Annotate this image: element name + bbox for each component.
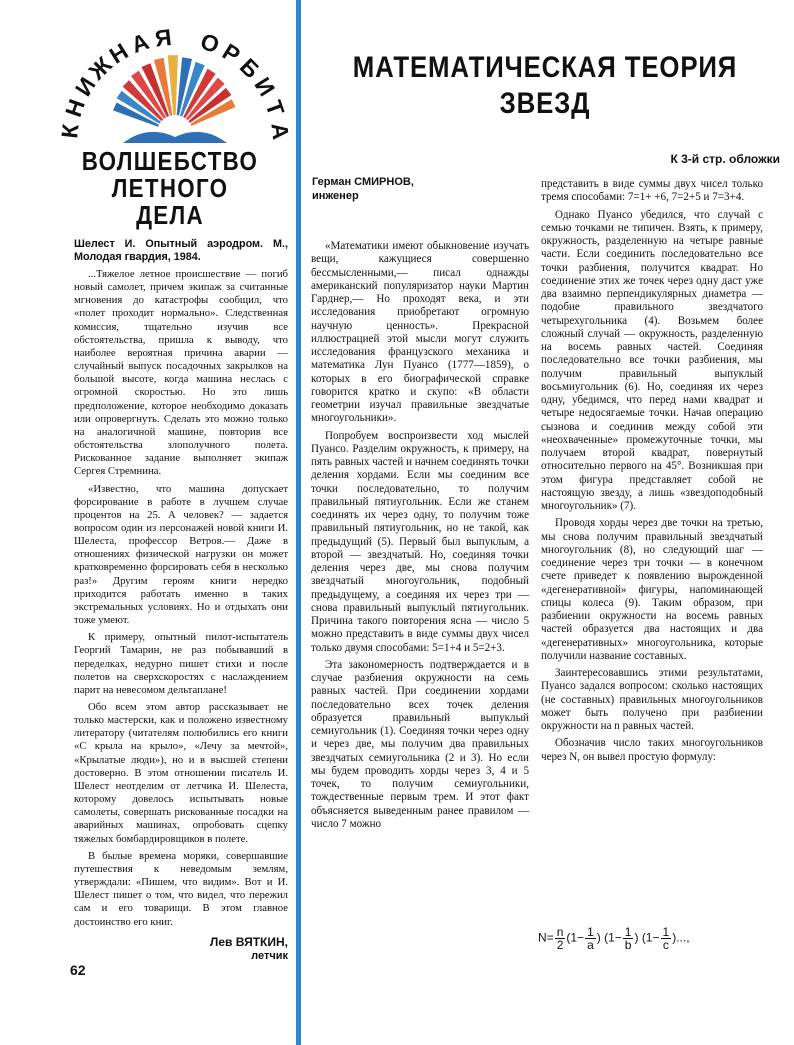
paragraph: представить в виде суммы двух чисел только тремя способами: 7=1+ +6, 7=2+5 и 7=3+4.	[541, 178, 763, 204]
rubric-logo-graphic	[55, 15, 295, 145]
paragraph: Обо всем этом автор рассказывает не только мастерски, как и положено известному литератору (читателям полюбились его книги «С крыла на крыло», «Лечу за мечтой», «Крылатые люди»), но и в высшей степени достоверно. В этом отношении писатель И. Шелест неотделим от летчика И. Шелеста, которому довелось испытывать новые самолеты, совершать рискованные посадки на аварийных машинах, опробовать сцепку тяжелых бомбардировщиков в полете.	[74, 701, 288, 845]
book-bibliography: Шелест И. Опытный аэродром. М., Молодая гвардия, 1984.	[74, 238, 288, 263]
right-article-column-2	[541, 178, 763, 768]
rubric-letter: Я	[153, 23, 173, 52]
paragraph: Попробуем воспроизвести ход мыслей Пуансо. Разделим окружность, к примеру, на пять равных частей и начнем соединять точки деления хордами. Если мы соединим все точки последовательно, то получим правильный пятиугольник. Если же станем соединять их через одну, то получим тоже правильный пятиугольник, но не такой, как предыдущий (5). Первый был выпуклым, а второй — звездчатый. Но, соединяя точки деления через две, мы снова получим звездчатый многоугольник, подобный предыдущему, а соединяя их через три — снова правильный выпуклый пятиугольник. Причина такого повторения ясна — число 5 можно представить в виде суммы двух чисел только двумя способами: 5=1+4 и 5=2+3.	[311, 429, 529, 654]
paragraph: «Известно, что машина допускает форсирование в работе в лучшем случае процентов на 25. А человек? — задается вопросом один из персонажей новой книги И. Шелеста, профессор Ветров.— Даже в отношениях физической нагрузки он может кратковременно форсировать себя в несколько раз!» Другим героям книги нередко приходится работать именно в таких экстремальных условиях. Но и отдыхать они тоже умеют.	[74, 482, 288, 627]
left-article-body	[74, 268, 288, 933]
formula-fraction-1-c: $\frac{1}{c}$	[662, 925, 670, 952]
rubric-letter: О	[197, 27, 223, 59]
paragraph: Эта закономерность подтверждается и в случае разбиения окружности на семь равных частей. При соединении хордами последовательно всех точек деления образуется правильный выпуклый семиугольник (1). Соединяя точки через одну и через две, мы получим два правильных звездчатых семиугольника (2 и 3). Но если мы будем проводить хорды через 3, 4 и 5 точек, то получим семиугольники, тождественные первым трем. И этот факт объясняется выведенным ранее правилом — число 7 можно	[311, 658, 529, 830]
paragraph: ...Тяжелое летное происшествие — погиб новый самолет, причем экипаж за считанные мгновения до катастрофы сообщил, что «полет проходит нормально». Следственная комиссия, тщательно изучив все обстоятельства, пришла к выводу, что наиболее вероятная причина аварии — случайный выпуск посадочных закрылков на большой высоте, когда машина неслась с огромной скоростью. Но это лишь предположение, которое необходимо доказать или опровергнуть. Сделать это можно только на аналогичной машине, повторив все обстоятельства злополучного полета. Рискованное задание выполняет экипаж Сергея Стремнина.	[74, 268, 288, 478]
formula-lhs: N=	[538, 930, 554, 945]
rubric-logo	[55, 15, 295, 145]
signature-name: Лев ВЯТКИН,	[209, 935, 288, 949]
left-title-line: ДЕЛА	[136, 200, 204, 230]
rubric-letter: А	[127, 27, 153, 59]
rubric-letter: И	[249, 72, 281, 101]
formula-fraction-n-2: $\frac{n}{2}$	[556, 925, 564, 952]
column-divider-stripe	[296, 0, 301, 1045]
book-rays	[113, 55, 236, 127]
rubric-letter: К	[56, 122, 84, 140]
paragraph: Заинтересовавшись этими результатами, Пуансо задался вопросом: сколько настоящих (не составных) правильных многоугольников может быть получено при разбиении окружности на n равных частей.	[541, 667, 763, 732]
rubric-letter: Н	[104, 37, 133, 69]
right-title-line: ЗВЕЗД	[499, 87, 591, 120]
paragraph: «Математики имеют обыкновение изучать вещи, кажущиеся совершенно бессмысленными,— писал однажды американский популяризатор науки Мартин Гарднер,— Но проходят века, и эти исследования приобретают огромную научную ценность». Прекрасной иллюстрацией этой мысли могут служить исследования французского механика и математика Лун Пуансо (1777—1859), о которых в его биографической справке говорится кратко и скупо: «В области геометрии изучал правильные звездчатые многоугольники».	[311, 240, 529, 425]
page-number: 62	[70, 962, 86, 978]
paragraph: Проводя хорды через две точки на третью, мы снова получим правильный звездчатый многоугольник (8), но следующий шаг — соединение через три точки — в конечном счете приведет к появлению вырожденной «дегенеративной» фигуры, напоминающей спицы колеса (9). Таким образом, при разбиении окружности на восемь равных частей образуется два настоящих и два «дегенеративных» многоугольника, которые получили название составных.	[541, 517, 763, 662]
formula-fraction-1-a: $\frac{1}{a}$	[587, 925, 594, 952]
left-title-line: ВОЛШЕБСТВО	[81, 146, 259, 176]
rubric-letter: И	[69, 72, 101, 101]
signature-role: летчик	[251, 950, 288, 962]
rubric-letter: Т	[260, 97, 290, 119]
rubric-letter: Б	[234, 53, 265, 84]
author-role: инженер	[312, 190, 359, 202]
poinsot-formula: N= $\frac{n}{2}$ (1− $\frac{1}{a}$ ) (1− $\frac{1}{b}$ ) (1− $\frac{1}{c}$ )...,	[538, 925, 690, 952]
rubric-letter: А	[266, 121, 295, 141]
rubric-letter: Н	[59, 95, 91, 121]
rubric-letter: Ж	[83, 51, 117, 85]
right-article-title	[343, 50, 747, 122]
formula-fraction-1-b: $\frac{1}{b}$	[624, 925, 632, 952]
paragraph: К примеру, опытный пилот-испытатель Георгий Тамарин, не раз побывавший в переделках, недурно пишет стихи и после полетов на сверхскоростях с наслаждением парит на невесомом дельтаплане!	[74, 631, 288, 696]
author-name: Герман СМИРНОВ,	[312, 176, 414, 188]
rubric-letter: Р	[217, 38, 245, 69]
right-article-column-1	[311, 240, 529, 835]
right-title-line: МАТЕМАТИЧЕСКАЯ ТЕОРИЯ	[352, 51, 738, 84]
left-article-title	[58, 148, 282, 229]
paragraph: В былые времена моряки, совершавшие путешествия к неведомым землям, утверждали: «Пишем, что видим». Вот и И. Шелест пишет о том, что видел, что пережил сам и его товарищи. В этом главное достоинство его книг.	[74, 849, 288, 928]
paragraph: Однако Пуансо убедился, что случай с семью точками не типичен. Взять, к примеру, окружность, разделенную на четыре равные части. Если соединить последовательно все точки разбиения, получится квадрат. Но соединение этих же точек через одну даст уже два взаимно перпендикулярных диаметра — подобие правильного звездчатого четырехугольника (4). Возьмем более сложный случай — окружность, разделенную на восемь равных частей. Соединяя последовательно все точки разбиения, мы получим правильный выпуклый восьмиугольник (6). Но, соединяя их через одну, убедимся, что перед нами квадрат и четыре недосягаемые точки. Начав операцию сызнова и соединив между собой эти «неохваченные» промежуточные точки, мы получаем второй квадрат, повернутый относительно первого на 45°. Возникшая при этом фигура представляет собой не настоящую звезду, а лишь «звездоподобный многоугольник» (7).	[541, 208, 763, 512]
cover-reference: К 3-й стр. обложки	[670, 152, 780, 166]
paragraph: Обозначив число таких многоугольников через N, он вывел простую формулу:	[541, 737, 763, 763]
left-title-line: ЛЕТНОГО	[111, 173, 229, 203]
